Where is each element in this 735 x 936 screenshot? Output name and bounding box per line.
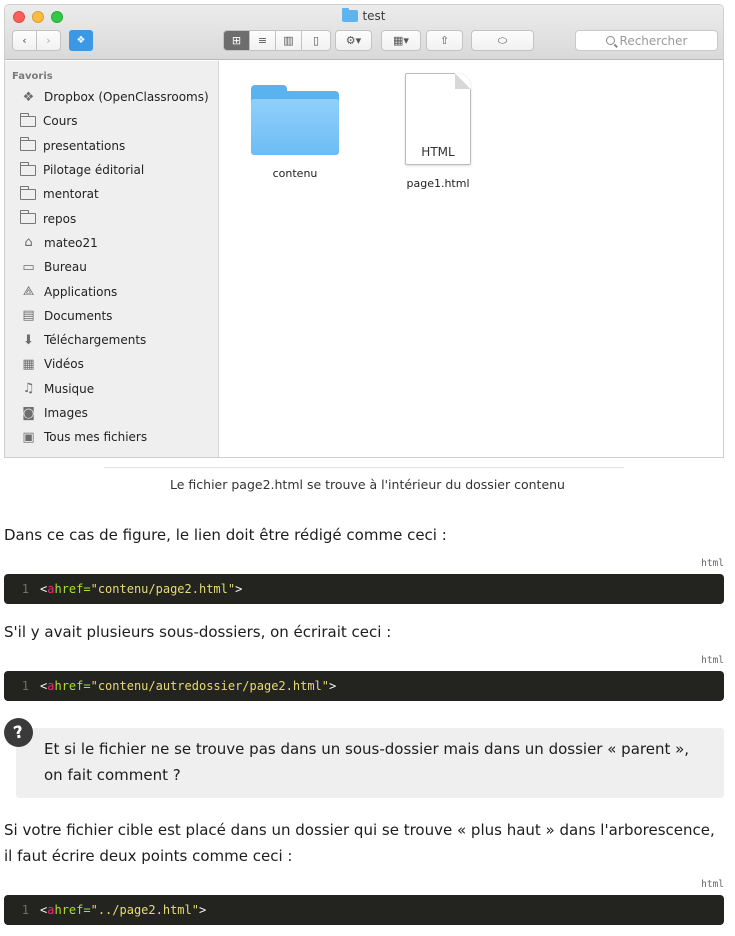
sidebar-item-applications[interactable]: ⟁ Applications [5, 279, 218, 303]
chevron-left-icon: ‹ [22, 34, 27, 47]
camera-icon: ◙ [22, 405, 35, 421]
sidebar-item-images[interactable]: ◙ Images [5, 401, 218, 425]
code-block-2: 1 < a href= "contenu/autredossier/page2.html" > [4, 671, 724, 701]
line-number: 1 [21, 903, 29, 917]
tag-button[interactable] [471, 30, 534, 51]
action-menu-button[interactable] [335, 30, 372, 51]
code-attribute: href= [54, 679, 91, 693]
grid-icon: ▦▾ [393, 34, 409, 47]
forward-button[interactable] [36, 30, 61, 51]
sidebar-item-downloads[interactable]: ⬇ Téléchargements [5, 328, 218, 352]
sidebar-item-documents[interactable]: ▤ Documents [5, 304, 218, 328]
back-button[interactable] [12, 30, 37, 51]
documents-icon: ▤ [22, 308, 35, 324]
sidebar-item-videos[interactable]: ▦ Vidéos [5, 352, 218, 376]
arrange-menu-button[interactable] [381, 30, 421, 51]
document-badge: HTML [421, 145, 455, 159]
file-name: contenu [272, 167, 318, 180]
icon-view-button[interactable]: ⊞ [224, 31, 250, 50]
desktop-icon: ▭ [22, 259, 35, 275]
dropbox-icon: ❖ [22, 89, 35, 105]
file-item-contenu[interactable] [250, 73, 340, 180]
search-icon [606, 36, 615, 45]
code-tag: a [47, 903, 55, 917]
search-field[interactable]: Rechercher [575, 30, 718, 51]
file-item-page1[interactable] [393, 73, 483, 190]
code-block-1: 1 < a href= "contenu/page2.html" > [4, 574, 724, 604]
downloads-icon: ⬇ [23, 332, 34, 348]
code-attribute: href= [54, 903, 91, 917]
folder-icon [20, 213, 36, 224]
sidebar-item-presentations[interactable]: presentations [5, 134, 218, 158]
movies-icon: ▦ [22, 356, 35, 372]
share-button[interactable] [426, 30, 463, 51]
question-mark-icon: ? [1, 715, 35, 749]
paragraph-3: Si votre fichier cible est placé dans un dossier qui se trouve « plus haut » dans l'arborescence, il faut écrire deux points comme ceci : [4, 821, 715, 865]
code-string: "../page2.html" [90, 903, 199, 917]
sidebar-item-bureau[interactable]: ▭ Bureau [5, 255, 218, 279]
chevron-right-icon: › [46, 34, 51, 47]
html-document-icon [405, 73, 471, 165]
all-files-icon: ▣ [22, 429, 35, 445]
folder-icon [20, 116, 36, 127]
sidebar-heading: Favoris [12, 71, 53, 82]
music-icon: ♫ [22, 381, 35, 397]
code-language-label: html [701, 655, 724, 666]
sidebar-item-all-files[interactable]: ▣ Tous mes fichiers [5, 425, 218, 449]
sidebar-item-music[interactable]: ♫ Musique [5, 377, 218, 401]
line-number: 1 [21, 679, 29, 693]
sidebar-item-mentorat[interactable]: mentorat [5, 182, 218, 206]
folder-icon [342, 10, 358, 22]
figure-caption: Le fichier page2.html se trouve à l'intérieur du dossier contenu [170, 477, 565, 492]
share-icon: ⇧ [439, 34, 450, 47]
code-block-3: 1 < a href= "../page2.html" > [4, 895, 724, 925]
folder-icon [20, 140, 36, 151]
gear-icon: ⚙▾ [345, 34, 362, 47]
sidebar-item-repos[interactable]: repos [5, 206, 218, 230]
sidebar-item-cours[interactable]: Cours [5, 109, 218, 133]
paragraph-2: S'il y avait plusieurs sous-dossiers, on écrirait ceci : [4, 623, 392, 641]
home-icon: ⌂ [24, 235, 33, 251]
finder-content [220, 61, 723, 457]
code-attribute: href= [54, 582, 91, 596]
line-number: 1 [21, 582, 29, 596]
finder-window [4, 4, 724, 458]
folder-icon [20, 189, 36, 200]
column-view-button[interactable]: ▥ [276, 31, 302, 50]
code-string: "contenu/page2.html" [90, 582, 236, 596]
question-box [16, 728, 724, 798]
sidebar-item-home[interactable]: ⌂ mateo21 [5, 231, 218, 255]
caption-divider [104, 467, 624, 468]
dropbox-icon: ❖ [76, 35, 86, 46]
code-tag: a [47, 679, 55, 693]
sidebar-item-pilotage[interactable]: Pilotage éditorial [5, 158, 218, 182]
folder-icon [251, 85, 339, 155]
finder-toolbar [5, 5, 723, 60]
finder-sidebar [5, 61, 219, 457]
code-language-label: html [701, 558, 724, 569]
paragraph-1: Dans ce cas de figure, le lien doit être rédigé comme ceci : [4, 526, 447, 544]
dropbox-toolbar-button[interactable] [69, 30, 93, 51]
tag-icon: ⬭ [497, 33, 508, 47]
folder-icon [20, 165, 36, 176]
view-mode-group [223, 30, 331, 51]
file-name: page1.html [406, 177, 470, 190]
cover-flow-button[interactable]: ▯ [302, 31, 330, 50]
window-title: test [5, 9, 723, 23]
code-language-label: html [701, 879, 724, 890]
sidebar-item-dropbox[interactable]: ❖ Dropbox (OpenClassrooms) [5, 85, 218, 109]
list-view-button[interactable]: ≡ [250, 31, 276, 50]
applications-icon: ⟁ [22, 284, 35, 300]
code-tag: a [47, 582, 55, 596]
question-text: Et si le fichier ne se trouve pas dans un sous-dossier mais dans un dossier « parent », on fait comment ? [44, 740, 690, 784]
code-string: "contenu/autredossier/page2.html" [90, 679, 330, 693]
